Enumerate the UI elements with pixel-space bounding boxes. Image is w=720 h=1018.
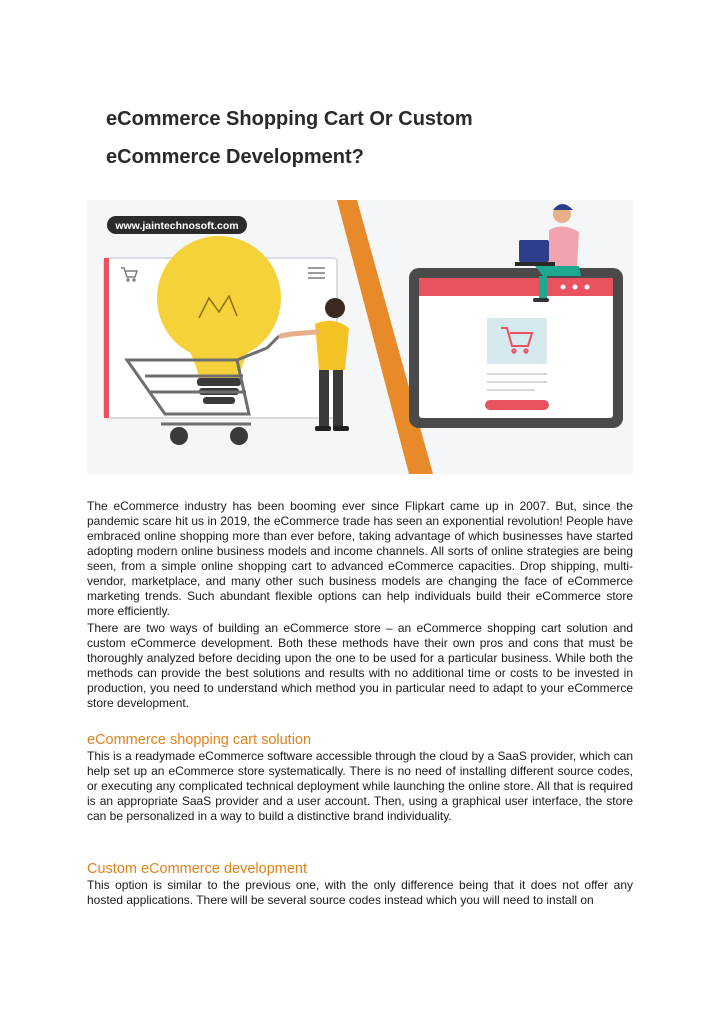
- monitor-header-bar: [419, 278, 613, 296]
- paragraph-1: The eCommerce industry has been booming ever since Flipkart came up in 2007. But, since the pandemic scare hit us in 2019, the eCommerce trade has seen an exponential revolution! People have embraced online shopping more than ever before, taking advantage of which businesses have started adopting modern online business models and income channels. All sorts of online strategies are being seen, from a simple online shopping cart to advanced eCommerce capacities. Drop shipping, multi-vendor, marketplace, and many other such business models are changing the face of eCommerce marketing trends. Such abundant flexible options can help individuals build their eCommerce store more efficiently.: [87, 499, 633, 618]
- left-window-accent: [104, 258, 109, 418]
- document-title: [106, 100, 626, 176]
- paragraph-3: This is a readymade eCommerce software accessible through the cloud by a SaaS provider, which can help set up an eCommerce store systematically. There is no need of installing different source codes, or executing any complicated technical deployment while launching the online store. All that is required is an appropriate SaaS provider and a user account. Then, using a graphical user interface, the store can be personalized in a way to build a distinctive brand individuality.: [87, 749, 633, 823]
- paragraph-4: This option is similar to the previous one, with the only difference being that it does not offer any hosted applications. There will be several source codes instead which you will need to install on: [87, 878, 633, 907]
- section-heading-custom-development: Custom eCommerce development: [87, 861, 308, 877]
- watermark-text: www.jaintechnosoft.com: [115, 220, 239, 232]
- window-dot-3: [585, 285, 590, 290]
- window-dot-2: [573, 285, 578, 290]
- product-image-box: [487, 318, 547, 364]
- buy-button-illustration: [485, 400, 549, 410]
- cart-wheel-right: [230, 427, 248, 445]
- section-heading-shopping-cart: eCommerce shopping cart solution: [87, 732, 312, 748]
- cart-wheel-left: [170, 427, 188, 445]
- title-line-1: eCommerce Shopping Cart Or Custom: [106, 108, 473, 130]
- hero-illustration: [87, 200, 633, 474]
- title-line-2: eCommerce Development?: [106, 146, 364, 168]
- window-dot-1: [561, 285, 566, 290]
- paragraph-2: There are two ways of building an eCommerce store – an eCommerce shopping cart solution and custom eCommerce development. Both these methods have their own pros and cons that must be thoroughly analyzed before deciding upon the one to be used for a particular business. While both the methods can provide the best solutions and results with no additional time or costs to be invested in production, you need to understand which method you in particular need to adapt to your eCommerce store development.: [87, 621, 633, 710]
